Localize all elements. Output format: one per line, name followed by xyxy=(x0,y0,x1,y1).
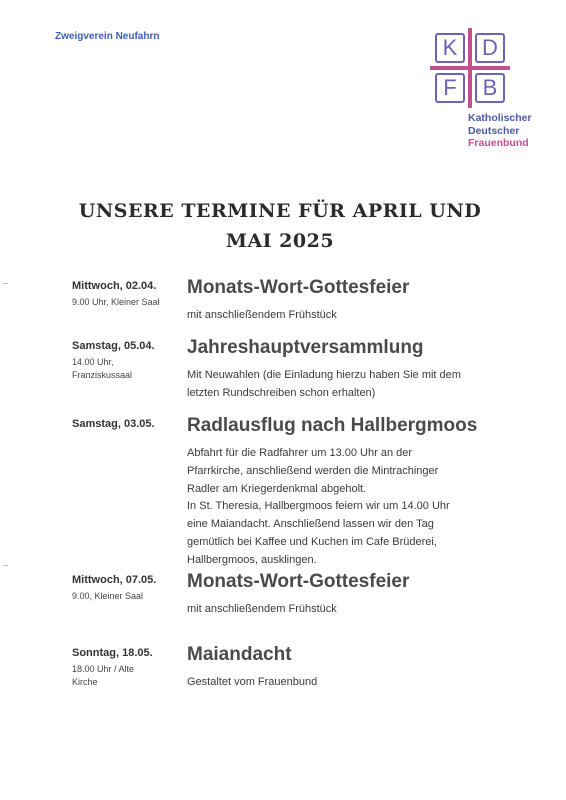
margin-mark xyxy=(3,283,8,284)
logo-letter-k: K xyxy=(435,33,465,63)
event-description-line: letzten Rundschreiben schon erhalten) xyxy=(187,386,376,399)
page-title-line-2: MAI 2025 xyxy=(225,230,335,252)
event-description-line: eine Maiandacht. Anschließend lassen wir den Tag xyxy=(187,518,434,531)
organization-name: Zweigverein Neufahrn xyxy=(55,31,160,42)
logo-letter-b: B xyxy=(475,73,505,103)
page-title xyxy=(70,196,490,256)
brand-name xyxy=(468,112,532,150)
event-time-place xyxy=(72,296,176,309)
logo-cross-vertical xyxy=(468,28,472,108)
event-title: Radlausflug nach Hallbergmoos xyxy=(187,415,478,436)
event-date: Mittwoch, 07.05. xyxy=(72,574,157,586)
event-time-line: Kirche xyxy=(72,676,98,687)
event-time-place xyxy=(72,663,176,688)
event-time-line: Franziskussaal xyxy=(72,369,133,380)
event-description xyxy=(187,367,497,403)
event-description-line: mit anschließendem Frühstück xyxy=(187,309,337,321)
event-date: Mittwoch, 02.04. xyxy=(72,280,157,292)
event-date: Sonntag, 18.05. xyxy=(72,647,153,659)
event-description xyxy=(187,674,497,692)
event-time-place xyxy=(72,590,176,603)
event-time-place xyxy=(72,356,176,381)
brand-line-1: Katholischer xyxy=(468,112,532,124)
event-time-line: 9.00 Uhr, Kleiner Saal xyxy=(72,297,160,307)
event-description-line: Pfarrkirche, anschließend werden die Mintrachinger xyxy=(187,464,439,477)
event-time-line: 18.00 Uhr / Alte xyxy=(72,664,135,674)
event-date: Samstag, 03.05. xyxy=(72,418,155,430)
kdfb-logo xyxy=(430,28,510,108)
brand-line-2: Deutscher xyxy=(468,124,520,137)
event-description xyxy=(187,445,497,570)
event-title: Monats-Wort-Gottesfeier xyxy=(187,277,410,298)
event-title: Monats-Wort-Gottesfeier xyxy=(187,571,410,592)
event-title: Maiandacht xyxy=(187,644,292,665)
event-time-line: 9.00, Kleiner Saal xyxy=(72,591,144,601)
event-description xyxy=(187,307,497,325)
event-description-line: In St. Theresia, Hallbergmoos feiern wir um 14.00 Uhr xyxy=(187,500,450,513)
event-description xyxy=(187,601,497,619)
margin-mark xyxy=(3,565,8,566)
event-description-line: gemütlich bei Kaffee und Kuchen im Cafe Brüderei, xyxy=(187,535,437,548)
event-description-line: Hallbergmoos, ausklingen. xyxy=(187,553,317,566)
event-description-line: Mit Neuwahlen (die Einladung hierzu haben Sie mit dem xyxy=(187,369,461,381)
event-time-line: 14.00 Uhr, xyxy=(72,357,114,367)
event-description-line: mit anschließendem Frühstück xyxy=(187,603,337,615)
event-date: Samstag, 05.04. xyxy=(72,340,155,352)
logo-letter-d: D xyxy=(475,33,505,63)
event-description-line: Radler am Kriegerdenkmal abgeholt. xyxy=(187,482,367,495)
page-title-line-1: UNSERE TERMINE FÜR APRIL UND xyxy=(78,200,482,222)
event-description-line: Gestaltet vom Frauenbund xyxy=(187,676,318,688)
brand-line-3: Frauenbund xyxy=(468,137,529,149)
event-description-line: Abfahrt für die Radfahrer um 13.00 Uhr an der xyxy=(187,447,413,459)
logo-letter-f: F xyxy=(435,73,465,103)
event-title: Jahreshauptversammlung xyxy=(187,337,424,358)
